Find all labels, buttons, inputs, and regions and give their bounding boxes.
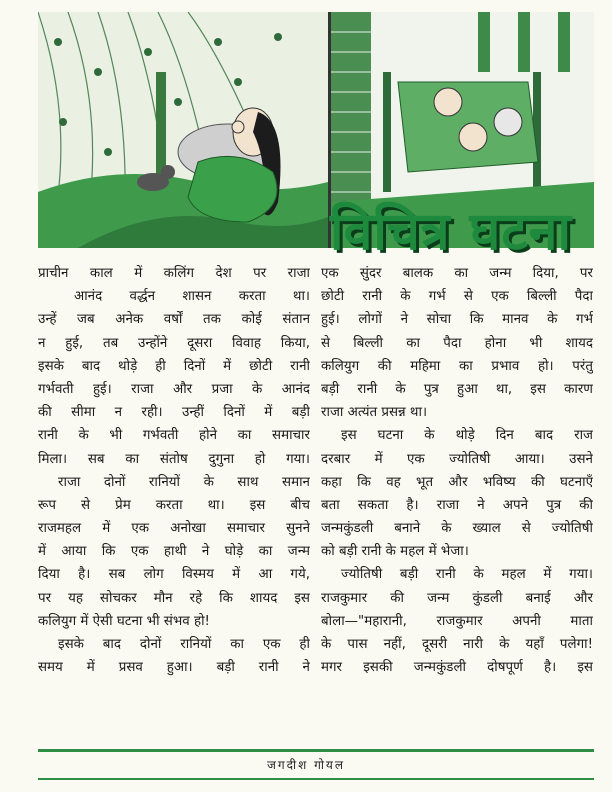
text-line: हुई। लोगों ने सोचा कि मानव के गर्भ — [321, 312, 593, 328]
text-line: राजा अत्यंत प्रसन्न था। — [321, 405, 428, 421]
text-line: इस घटना के थोड़े दिन बाद राज — [341, 428, 593, 444]
text-line: राजमहल में एक अनोखा समाचार सुनने — [38, 521, 310, 537]
text-line: न हुई, तब उन्होंने दूसरा विवाह किया, — [38, 335, 310, 351]
text-line: बोला—"महारानी, राजकुमार अपनी माता — [321, 613, 593, 629]
footer-rule-bottom — [38, 778, 594, 780]
text-line: के पास नहीं, दूसरी नारी के यहाँ पलेगा! — [321, 637, 593, 652]
footer-rule-top — [38, 749, 594, 752]
right-column — [321, 262, 593, 679]
text-line: समय में प्रसव हुआ। बड़ी रानी ने — [38, 660, 310, 676]
text-line: ज्योतिषी बड़ी रानी के महल में गया। — [341, 567, 593, 583]
text-line: गर्भवती हुई। राजा और प्रजा के आनंद — [38, 381, 310, 397]
left-column — [38, 262, 310, 679]
text-line: कहा कि वह भूत और भविष्य की घटनाएँ — [321, 474, 593, 490]
text-line: एक सुंदर बालक का जन्म दिया, पर — [321, 266, 593, 281]
text-line: कलियुग में ऐसी घटना भी संभव हो! — [38, 613, 210, 629]
text-line: कलियुग की महिमा का प्रभाव हो। परंतु — [321, 358, 593, 374]
text-line: की सीमा न रही। उन्हीं दिनों में बड़ी — [38, 405, 310, 421]
author-name: जगदीश गोयल — [266, 758, 346, 772]
story-title: विचित्र घटना — [330, 202, 572, 262]
text-line: मिला। सब का संतोष दुगुना हो गया। — [38, 451, 310, 467]
text-line: उन्हें जब अनेक वर्षों तक कोई संतान — [38, 312, 310, 328]
text-line: दिया है। सब लोग विस्मय में आ गये, — [38, 567, 310, 583]
text-line: जन्मकुंडली बनाने के ख्याल से ज्योतिषी — [321, 521, 593, 537]
text-line: बड़ी रानी के पुत्र हुआ था, इस कारण — [321, 381, 593, 397]
text-line: राजकुमार की जन्म कुंडली बनाई और — [321, 590, 593, 606]
text-line: छोटी रानी के गर्भ से एक बिल्ली पैदा — [321, 289, 593, 305]
text-line — [38, 262, 310, 285]
text-line: रानी के भी गर्भवती होने का समाचार — [38, 428, 310, 444]
text-line: राजा दोनों रानियों के साथ समान — [58, 474, 310, 490]
text-line: दरबार में एक ज्योतिषी आया। उसने — [321, 451, 593, 467]
text-line: से बिल्ली का पैदा होना भी शायद — [321, 335, 593, 351]
text-line: आनंद वर्द्धन शासन करता था। — [74, 289, 310, 305]
text-line: को बड़ी रानी के महल में भेजा। — [321, 544, 469, 560]
text-line: रूप से प्रेम करता था। इस बीच — [38, 497, 310, 513]
text-line: मगर इसकी जन्मकुंडली दोषपूर्ण है। इस — [321, 660, 593, 676]
text-line: में आया कि एक हाथी ने घोड़े का जन्म — [38, 544, 310, 560]
text-line: इसके बाद थोड़े ही दिनों में छोटी रानी — [38, 358, 310, 374]
text-line: इसके बाद दोनों रानियों का एक ही — [58, 637, 310, 652]
text-line: बता सकता है। राजा ने अपने पुत्र की — [321, 497, 593, 513]
text-line: पर यह सोचकर मौन रहे कि शायद इस — [38, 590, 310, 606]
dropcap-line: प्राचीन काल में कलिंग देश पर राजा — [38, 266, 310, 281]
